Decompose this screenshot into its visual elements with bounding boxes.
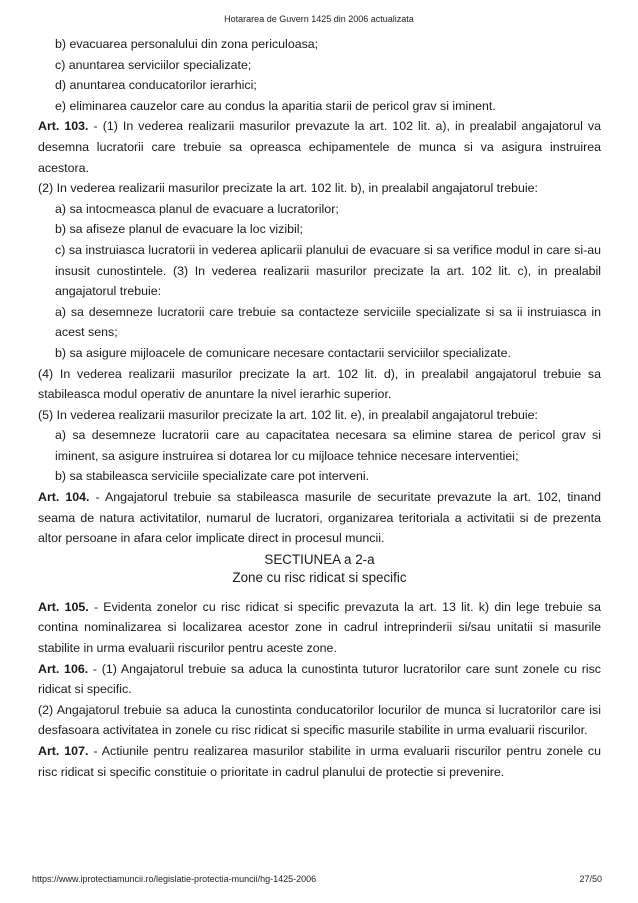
article-number: Art. 105. xyxy=(38,599,89,614)
paragraph-text: - Evidenta zonelor cu risc ridicat si specific prevazuta la art. 13 lit. k) din lege trebuie sa contina nominalizarea si localizarea acestor zone in cadrul intreprinderii si/sau unitatii si masurile stabilite in urma evaluarii riscurilor pentru aceste zone. xyxy=(38,599,601,656)
list-item xyxy=(38,466,601,487)
paragraph-text: c) sa instruiasca lucratorii in vederea aplicarii planului de evacuare si sa verifice modul in care si-au insusit cunostintele. (3) In vederea realizarii masurilor precizate la art. 102 lit. c), in prealabil angajatorul trebuie: xyxy=(55,242,601,299)
list-item xyxy=(38,302,601,343)
article-number: Art. 104. xyxy=(38,490,90,505)
article-number: Art. 103. xyxy=(38,119,89,134)
paragraph-text: (2) In vederea realizarii masurilor precizate la art. 102 lit. b), in prealabil angajatorul trebuie: xyxy=(38,181,538,196)
section-heading xyxy=(38,551,601,587)
article-paragraph xyxy=(38,116,601,178)
paragraph-text: e) eliminarea cauzelor care au condus la aparitia starii de pericol grav si iminent. xyxy=(55,98,496,113)
paragraph-text: b) sa stabileasca serviciile specializate care pot interveni. xyxy=(55,469,370,484)
list-item xyxy=(38,55,601,76)
article-number: Art. 106. xyxy=(38,661,89,676)
paragraph-text: b) sa afiseze planul de evacuare la loc vizibil; xyxy=(55,222,303,237)
document-body xyxy=(38,34,601,782)
paragraph-text: a) sa desemneze lucratorii care au capacitatea necesara sa elimine starea de pericol grav si iminent, sa asigure instruirea si dotarea lor cu mijloace tehnice necesare interventiei; xyxy=(55,428,601,463)
paragraph-text: a) sa desemneze lucratorii care trebuie sa contacteze serviciile specializate si sa ii instruiasca in acest sens; xyxy=(55,304,601,340)
page-number: 27/50 xyxy=(579,874,602,884)
article-number: Art. 107. xyxy=(38,744,89,758)
paragraph-text: d) anuntarea conducatorilor ierarhici; xyxy=(55,78,257,93)
paragraph-text: - Angajatorul trebuie sa stabileasca masurile de securitate prevazute la art. 102, tinand seama de natura activitatilor, numarul de lucratori, organizarea teritoriala a activitatii si de prezenta altor persoane in afara celor implicate direct in procesul muncii. xyxy=(38,490,601,546)
paragraph xyxy=(38,178,601,199)
footer-url[interactable]: https://www.iprotectiamuncii.ro/legislatie-protectia-muncii/hg-1425-2006 xyxy=(32,874,317,884)
list-item xyxy=(38,96,601,117)
paragraph-text: a) sa intocmeasca planul de evacuare a lucratorilor; xyxy=(55,201,339,216)
paragraph-text: - Actiunile pentru realizarea masurilor stabilite in urma evaluarii riscurilor pentru zonele cu risc ridicat si specific constituie o prioritate in cadrul planului de protectie si prevenire. xyxy=(38,744,601,779)
article-paragraph xyxy=(38,597,601,659)
paragraph-text: (2) Angajatorul trebuie sa aduca la cunostinta conducatorilor locurilor de munca si lucratorilor care isi desfasoara activitatea in zonele cu risc ridicat si specific masurile stabilite in urma evaluarii riscurilor. xyxy=(38,702,601,738)
list-item xyxy=(38,75,601,96)
article-paragraph xyxy=(38,487,601,549)
section-title: Zone cu risc ridicat si specific xyxy=(232,569,407,585)
paragraph-text: (4) In vederea realizarii masurilor precizate la art. 102 lit. d), in prealabil angajatorul trebuie sa stabileasca modul operativ de anuntare la nivel ierarhic superior. xyxy=(38,366,601,402)
list-item xyxy=(38,343,601,364)
list-item xyxy=(38,199,601,220)
page-footer xyxy=(32,874,602,884)
list-item xyxy=(38,425,601,466)
paragraph xyxy=(38,405,601,426)
paragraph xyxy=(38,700,601,741)
paragraph-text: b) evacuarea personalului din zona periculoasa; xyxy=(55,37,319,51)
section-number: SECTIUNEA a 2-a xyxy=(264,551,375,567)
paragraph xyxy=(38,364,601,405)
list-item xyxy=(38,219,601,240)
paragraph-text: - (1) In vederea realizarii masurilor prevazute la art. 102 lit. a), in prealabil angajatorul va desemna lucratorii care trebuie sa opreasca echipamentele de munca si va asigura instruirea acestora. xyxy=(38,119,601,175)
paragraph-group-1 xyxy=(38,34,601,549)
article-paragraph xyxy=(38,659,601,700)
article-paragraph xyxy=(38,741,601,782)
paragraph-text: b) sa asigure mijloacele de comunicare necesare contactarii serviciilor specializate. xyxy=(55,345,511,360)
paragraph-text: - (1) Angajatorul trebuie sa aduca la cunostinta tuturor lucratorilor care sunt zonele cu risc ridicat si specific. xyxy=(38,661,601,697)
paragraph-text: c) anuntarea serviciilor specializate; xyxy=(55,57,252,72)
list-item xyxy=(38,34,601,55)
paragraph-group-2 xyxy=(38,597,601,782)
page-header: Hotararea de Guvern 1425 din 2006 actualizata xyxy=(224,14,414,24)
paragraph-text: (5) In vederea realizarii masurilor precizate la art. 102 lit. e), in prealabil angajatorul trebuie: xyxy=(38,407,538,422)
list-item xyxy=(38,240,601,302)
